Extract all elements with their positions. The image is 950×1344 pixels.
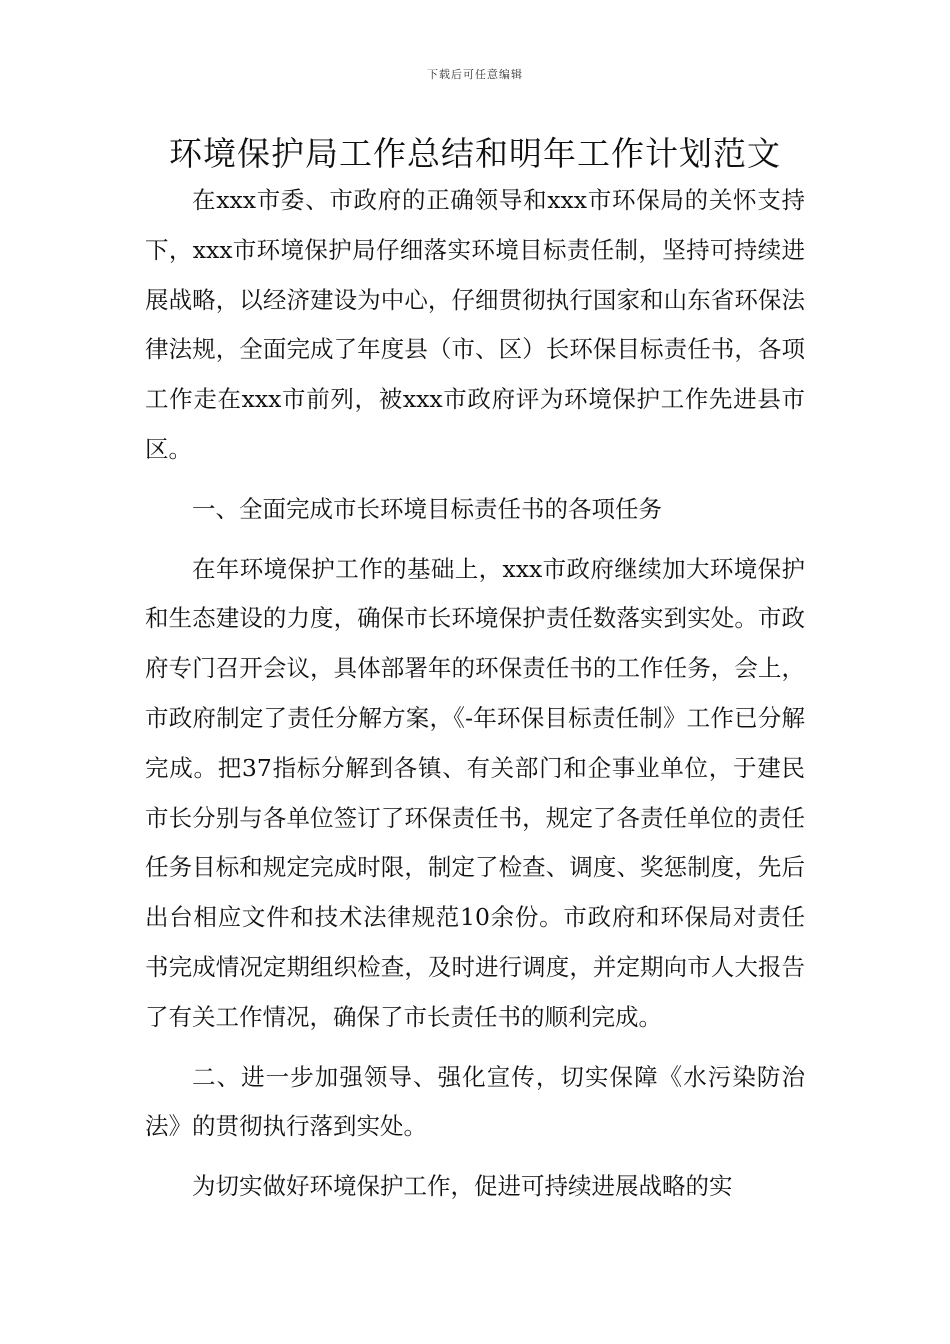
page-header-note: 下载后可任意编辑	[427, 68, 523, 81]
document-body	[145, 176, 805, 1212]
paragraph-section-1: 在年环境保护工作的基础上，xxx市政府继续加大环境保护和生态建设的力度，确保市长环境保护责任数落实到实处。市政府专门召开会议，具体部署年的环保责任书的工作任务，会上，市政府制定了责任分解方案，《-年环保目标责任制》工作已分解完成。把37指标分解到各镇、有关部门和企事业单位，于建民市长分别与各单位签订了环保责任书，规定了各责任单位的责任任务目标和规定完成时限，制定了检查、调度、奖惩制度，先后出台相应文件和技术法律规范10余份。市政府和环保局对责任书完成情况定期组织检查，及时进行调度，并定期向市人大报告了有关工作情况，确保了市长责任书的顺利完成。	[145, 554, 805, 1031]
section-heading-2: 二、进一步加强领导、强化宣传，切实保障《水污染防治法》的贯彻执行落到实处。	[145, 1062, 805, 1141]
paragraph-section-2: 为切实做好环境保护工作，促进可持续进展战略的实	[192, 1172, 733, 1201]
document-title: 环境保护局工作总结和明年工作计划范文	[169, 134, 781, 173]
section-heading-1: 一、全面完成市长环境目标责任书的各项任务	[192, 494, 662, 523]
paragraph-intro: 在xxx市委、市政府的正确领导和xxx市环保局的关怀支持下，xxx市环境保护局仔细落实环境目标责任制，坚持可持续进展战略，以经济建设为中心，仔细贯彻执行国家和山东省环保法律法规，全面完成了年度县（市、区）长环保目标责任书，各项工作走在xxx市前列，被xxx市政府评为环境保护工作先进县市区。	[145, 186, 805, 463]
